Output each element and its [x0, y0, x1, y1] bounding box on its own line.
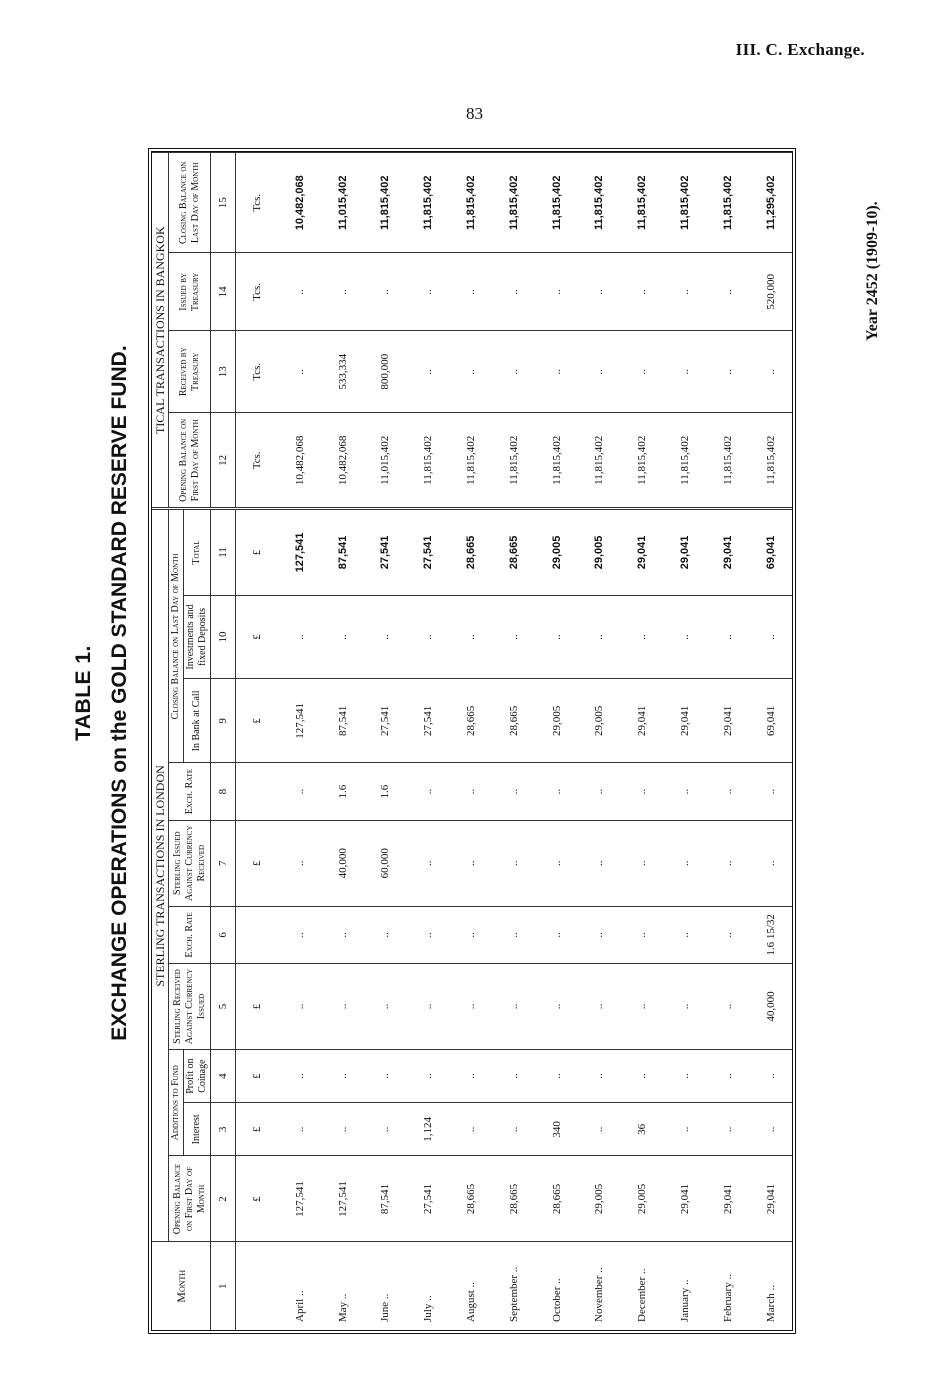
header-total: Total — [184, 509, 211, 595]
table-row-cell: 28,665 — [450, 509, 493, 595]
table-row-cell: 29,041 — [706, 509, 749, 595]
header-interest: Interest — [184, 1103, 211, 1156]
table-row-cell: 10,482,068 — [278, 413, 321, 509]
table-row-cell: 28,665 — [450, 1156, 493, 1242]
table-row-cell: March .. — [749, 1242, 792, 1330]
table-row-cell: .. — [578, 763, 621, 820]
units-row-cell: £ — [236, 1156, 279, 1242]
table-row-cell: .. — [450, 1103, 493, 1156]
table-row-cell: 11,815,402 — [706, 153, 749, 254]
table-row-cell: .. — [664, 331, 707, 413]
table-row-cell: 40,000 — [321, 820, 364, 906]
header-month: Month — [152, 1242, 211, 1330]
units-row-cell: Tcs. — [236, 253, 279, 331]
table-row-cell: .. — [492, 331, 535, 413]
table-row-cell: .. — [535, 331, 578, 413]
table-row-cell: .. — [578, 595, 621, 679]
table-row-cell: .. — [450, 1050, 493, 1103]
table-row-cell: 29,005 — [578, 509, 621, 595]
table-title: TABLE 1. — [72, 645, 95, 741]
table-subtitle: EXCHANGE OPERATIONS on the GOLD STANDARD RESERVE FUND. — [108, 345, 131, 1041]
table-row-cell: .. — [321, 1050, 364, 1103]
table-row-cell: April .. — [278, 1242, 321, 1330]
column-number-row-cell: 11 — [211, 509, 236, 595]
table-row-cell: 10,482,068 — [278, 153, 321, 254]
table-row-cell: .. — [535, 964, 578, 1050]
table-row-cell: .. — [535, 253, 578, 331]
table-row-cell: 800,000 — [364, 331, 407, 413]
table-body — [211, 153, 792, 1331]
table-row-cell: .. — [578, 820, 621, 906]
table-row-cell: .. — [664, 595, 707, 679]
column-number-row-cell: 2 — [211, 1156, 236, 1242]
units-row-cell — [236, 763, 279, 820]
section-label: III. C. Exchange. — [735, 40, 865, 59]
table-row-cell: 127,541 — [278, 1156, 321, 1242]
table-row-cell: January .. — [664, 1242, 707, 1330]
table-row-cell: 11,815,402 — [407, 413, 450, 509]
table-row-cell: .. — [407, 906, 450, 963]
table-row-cell: 1.6 — [364, 763, 407, 820]
table-row-cell: .. — [578, 1050, 621, 1103]
table-row-cell: 69,041 — [749, 679, 792, 763]
column-number-row-cell: 12 — [211, 413, 236, 509]
table-row-cell: .. — [407, 820, 450, 906]
table-row-cell: 27,541 — [407, 679, 450, 763]
table-row-cell: .. — [278, 253, 321, 331]
table-row-cell: 11,815,402 — [407, 153, 450, 254]
column-number-row-cell: 13 — [211, 331, 236, 413]
table-row-cell: .. — [578, 253, 621, 331]
table-row-cell: 11,015,402 — [321, 153, 364, 254]
table-row-cell: July .. — [407, 1242, 450, 1330]
header-investments: Investments and fixed Deposits — [184, 595, 211, 679]
table-row-cell: 11,815,402 — [492, 153, 535, 254]
column-number-row-cell: 14 — [211, 253, 236, 331]
table-row-cell: .. — [706, 820, 749, 906]
table-row-cell: 28,665 — [492, 679, 535, 763]
table-row-cell: .. — [450, 820, 493, 906]
table-row-cell: 29,041 — [621, 679, 664, 763]
table-row-cell: .. — [664, 906, 707, 963]
table-row-cell: .. — [578, 906, 621, 963]
table-row-cell: .. — [749, 1050, 792, 1103]
table-row-cell: .. — [535, 820, 578, 906]
header-tical-closing: Closing Balance on Last Day of Month — [169, 153, 211, 254]
table-row-cell: .. — [749, 1103, 792, 1156]
table-row-cell: .. — [364, 1050, 407, 1103]
table-row-cell: 11,815,402 — [450, 153, 493, 254]
table-row-cell: 28,665 — [492, 1156, 535, 1242]
table-row-cell: .. — [749, 763, 792, 820]
table-row-cell: 127,541 — [278, 679, 321, 763]
table-row-cell: November .. — [578, 1242, 621, 1330]
table-row-cell: .. — [492, 763, 535, 820]
table-row-cell: 60,000 — [364, 820, 407, 906]
units-row-cell: Tcs. — [236, 153, 279, 254]
table-row-cell: 27,541 — [364, 679, 407, 763]
table-row-cell: .. — [450, 906, 493, 963]
header-exch-rate-1: Exch. Rate — [169, 906, 211, 963]
table-row-cell: 29,005 — [535, 509, 578, 595]
table-row-cell: .. — [578, 331, 621, 413]
column-number-row-cell: 15 — [211, 153, 236, 254]
table-row-cell: .. — [492, 1050, 535, 1103]
table-row-cell: .. — [450, 331, 493, 413]
table-row-cell: .. — [278, 1103, 321, 1156]
table-row-cell: October .. — [535, 1242, 578, 1330]
table-row-cell: .. — [407, 253, 450, 331]
page-number: 83 — [466, 104, 483, 123]
table-row-cell: August .. — [450, 1242, 493, 1330]
table-row-cell: .. — [364, 253, 407, 331]
column-number-row-cell: 6 — [211, 906, 236, 963]
table-row-cell: .. — [321, 964, 364, 1050]
table-row-cell: .. — [621, 331, 664, 413]
header-sterling-issued: Sterling Issued Against Currency Received — [169, 820, 211, 906]
table-row-cell: 11,815,402 — [664, 153, 707, 254]
table-row-cell: 87,541 — [321, 509, 364, 595]
table-row-cell: 11,815,402 — [535, 153, 578, 254]
table-row-cell: .. — [706, 595, 749, 679]
table-row-cell: 27,541 — [407, 509, 450, 595]
table-row-cell: .. — [278, 763, 321, 820]
column-number-row-cell: 9 — [211, 679, 236, 763]
table-row — [749, 153, 792, 1331]
table-row-cell: 69,041 — [749, 509, 792, 595]
table-row-cell: .. — [321, 253, 364, 331]
table-row-cell: .. — [749, 331, 792, 413]
table-row — [492, 153, 535, 1331]
table-row-cell: .. — [278, 331, 321, 413]
table-row-cell: 29,041 — [621, 509, 664, 595]
table-row-cell: .. — [278, 964, 321, 1050]
header-group-row — [152, 153, 169, 1331]
units-row-cell: Tcs. — [236, 331, 279, 413]
table-row-cell: .. — [278, 1050, 321, 1103]
table-row — [407, 153, 450, 1331]
header-additions: Additions to Fund — [169, 1050, 184, 1156]
table-row-cell: .. — [364, 906, 407, 963]
units-row-cell: £ — [236, 820, 279, 906]
table-row-cell: .. — [621, 763, 664, 820]
exchange-operations-table — [148, 148, 796, 1334]
header-received-by-treasury: Received by Treasury — [169, 331, 211, 413]
table-row — [450, 153, 493, 1331]
header-sterling-group: STERLING TRANSACTIONS IN LONDON — [152, 509, 169, 1242]
units-row-cell: £ — [236, 964, 279, 1050]
table-row-cell: .. — [407, 763, 450, 820]
units-row-cell: Tcs. — [236, 413, 279, 509]
table-row-cell: .. — [535, 763, 578, 820]
table-row-cell: .. — [621, 964, 664, 1050]
table-row-cell: 127,541 — [321, 1156, 364, 1242]
table-row-cell: .. — [664, 964, 707, 1050]
table-row-cell: 40,000 — [749, 964, 792, 1050]
table-row — [535, 153, 578, 1331]
table-row-cell: .. — [621, 820, 664, 906]
table-row-cell: .. — [706, 964, 749, 1050]
table-row-cell: .. — [364, 595, 407, 679]
table-row-cell: September .. — [492, 1242, 535, 1330]
table-row-cell: .. — [535, 595, 578, 679]
header-closing-group: Closing Balance on Last Day of Month — [169, 509, 184, 763]
units-row-cell: £ — [236, 1050, 279, 1103]
table-row-cell: 11,015,402 — [364, 413, 407, 509]
units-row-cell: £ — [236, 509, 279, 595]
column-number-row-cell: 4 — [211, 1050, 236, 1103]
table-row-cell: .. — [450, 253, 493, 331]
header-tical-opening: Opening Balance on First Day of Month — [169, 413, 211, 509]
table-row-cell: .. — [706, 1050, 749, 1103]
table-row-cell: 27,541 — [364, 509, 407, 595]
table-row-cell: 87,541 — [364, 1156, 407, 1242]
table-row-cell: .. — [492, 906, 535, 963]
table-row-cell: .. — [535, 906, 578, 963]
table-row-cell: 29,005 — [578, 679, 621, 763]
table-row-cell: .. — [278, 820, 321, 906]
column-number-row-cell: 7 — [211, 820, 236, 906]
column-number-row-cell: 1 — [211, 1242, 236, 1330]
table-row-cell: .. — [621, 1050, 664, 1103]
table-row-cell: 87,541 — [321, 679, 364, 763]
table-row-cell: .. — [621, 595, 664, 679]
table-row-cell: .. — [278, 906, 321, 963]
table-row-cell: .. — [749, 595, 792, 679]
table-row-cell: .. — [492, 253, 535, 331]
table-row-cell: 28,665 — [450, 679, 493, 763]
table-row-cell: .. — [664, 253, 707, 331]
table-row-cell: .. — [407, 595, 450, 679]
table-row-cell: 36 — [621, 1103, 664, 1156]
table-row-cell: 10,482,068 — [321, 413, 364, 509]
units-row-cell: £ — [236, 595, 279, 679]
table-row-cell: 11,815,402 — [364, 153, 407, 254]
table-row-cell: .. — [364, 1103, 407, 1156]
table-row-cell: .. — [664, 1103, 707, 1156]
table-row — [621, 153, 664, 1331]
column-number-row-cell: 8 — [211, 763, 236, 820]
table-row-cell: .. — [321, 1103, 364, 1156]
table-row — [321, 153, 364, 1331]
table-row-cell: 11,815,402 — [492, 413, 535, 509]
table-row-cell: 11,815,402 — [578, 413, 621, 509]
table-row-cell: 11,815,402 — [706, 413, 749, 509]
header-tical-group: TICAL TRANSACTIONS IN BANGKOK — [152, 153, 169, 509]
units-row-cell — [236, 906, 279, 963]
table-row-cell: 11,815,402 — [621, 153, 664, 254]
table-row-cell: 11,815,402 — [535, 413, 578, 509]
table-row — [706, 153, 749, 1331]
table-row-cell: 340 — [535, 1103, 578, 1156]
table-row-cell: June .. — [364, 1242, 407, 1330]
table-row-cell: 11,815,402 — [578, 153, 621, 254]
header-row-2 — [169, 153, 184, 1331]
table-row-cell: 11,815,402 — [664, 413, 707, 509]
header-profit: Profit on Coinage — [184, 1050, 211, 1103]
table-row-cell: 29,005 — [578, 1156, 621, 1242]
table-row-cell: 29,005 — [621, 1156, 664, 1242]
table-row-cell: 11,815,402 — [450, 413, 493, 509]
table-row-cell: .. — [706, 253, 749, 331]
table-row-cell: 520,000 — [749, 253, 792, 331]
table-row-cell: .. — [492, 1103, 535, 1156]
table-row-cell: 27,541 — [407, 1156, 450, 1242]
units-row — [236, 153, 279, 1331]
table-row-cell: 1,124 — [407, 1103, 450, 1156]
units-row-cell — [236, 1242, 279, 1330]
table-row-cell: December .. — [621, 1242, 664, 1330]
table-row-cell: .. — [749, 820, 792, 906]
table-row-cell: February .. — [706, 1242, 749, 1330]
table-row — [278, 153, 321, 1331]
table-row-cell: 1.6 — [321, 763, 364, 820]
table-row — [664, 153, 707, 1331]
header-exch-rate-2: Exch. Rate — [169, 763, 211, 820]
table-row-cell: May .. — [321, 1242, 364, 1330]
table-row-cell: 28,665 — [492, 509, 535, 595]
table-row-cell: .. — [706, 1103, 749, 1156]
table-row-cell: .. — [535, 1050, 578, 1103]
table-row-cell: .. — [450, 763, 493, 820]
table-row-cell: 28,665 — [535, 1156, 578, 1242]
table-row-cell: 11,815,402 — [749, 413, 792, 509]
header-opening-balance: Opening Balance on First Day of Month — [169, 1156, 211, 1242]
table-row-cell: 11,815,402 — [621, 413, 664, 509]
table-row-cell: .. — [664, 820, 707, 906]
table-row-cell: .. — [321, 906, 364, 963]
table-row-cell: 29,041 — [749, 1156, 792, 1242]
column-number-row — [211, 153, 236, 1331]
table-row — [578, 153, 621, 1331]
header-in-bank: In Bank at Call — [184, 679, 211, 763]
table-row-cell: .. — [407, 331, 450, 413]
table-row-cell: 1.6 15/32 — [749, 906, 792, 963]
column-number-row-cell: 10 — [211, 595, 236, 679]
table-row-cell: .. — [321, 595, 364, 679]
table-row-cell: 29,041 — [664, 679, 707, 763]
table-row-cell: 29,041 — [664, 1156, 707, 1242]
table-row-cell: 11,295,402 — [749, 153, 792, 254]
header-sterling-received: Sterling Received Against Currency Issued — [169, 964, 211, 1050]
table-row-cell: .. — [492, 964, 535, 1050]
header-issued-by-treasury: Issued by Treasury — [169, 253, 211, 331]
table-row — [364, 153, 407, 1331]
table-row-cell: .. — [578, 1103, 621, 1156]
table-row-cell: .. — [492, 820, 535, 906]
table-row-cell: .. — [278, 595, 321, 679]
table-row-cell: .. — [664, 1050, 707, 1103]
table-row-cell: .. — [364, 964, 407, 1050]
table-row-cell: 29,005 — [535, 679, 578, 763]
table-row-cell: .. — [706, 906, 749, 963]
column-number-row-cell: 5 — [211, 964, 236, 1050]
column-number-row-cell: 3 — [211, 1103, 236, 1156]
year-note: Year 2452 (1909-10). — [864, 201, 881, 341]
table-row-cell: .. — [407, 964, 450, 1050]
table-row-cell: .. — [621, 253, 664, 331]
table-row-cell: .. — [450, 964, 493, 1050]
table-row-cell: .. — [407, 1050, 450, 1103]
table-row-cell: .. — [450, 595, 493, 679]
table-row-cell: .. — [706, 763, 749, 820]
units-row-cell: £ — [236, 679, 279, 763]
table-row-cell: 533,334 — [321, 331, 364, 413]
table-row-cell: 29,041 — [706, 679, 749, 763]
table-row-cell: .. — [492, 595, 535, 679]
table-row-cell: .. — [664, 763, 707, 820]
table-row-cell: 29,041 — [664, 509, 707, 595]
units-row-cell: £ — [236, 1103, 279, 1156]
table-row-cell: .. — [706, 331, 749, 413]
table-row-cell: 127,541 — [278, 509, 321, 595]
table-row-cell: .. — [621, 906, 664, 963]
table-row-cell: .. — [578, 964, 621, 1050]
table-row-cell: 29,041 — [706, 1156, 749, 1242]
